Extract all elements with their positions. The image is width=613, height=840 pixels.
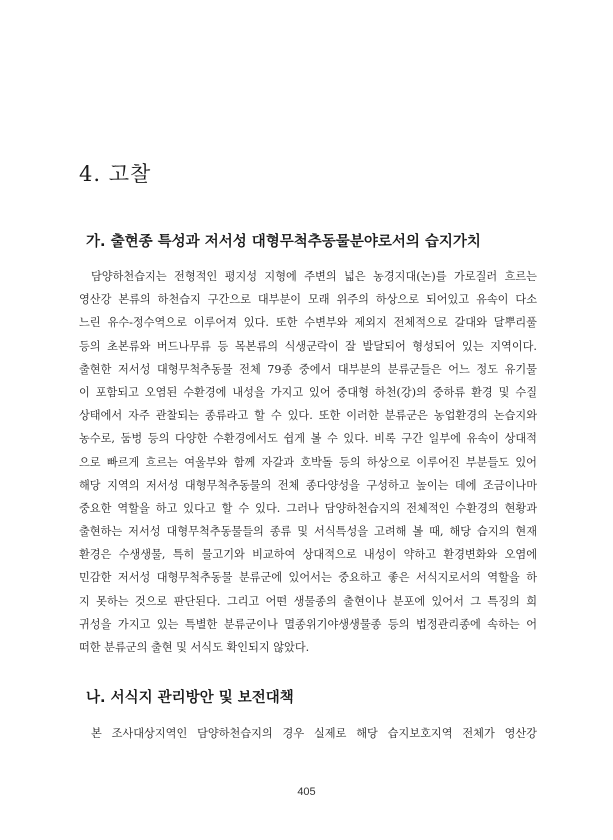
- paragraph-line: 상태에서 자주 관찰되는 종류라고 할 수 있다. 또한 이러한 분류군은 농업환경의 논습지와: [79, 409, 537, 423]
- section-title-ga: 가. 출현종 특성과 저서성 대형무척추동물분야로서의 습지가치: [86, 234, 481, 250]
- paragraph-line: 느린 유수-정수역으로 이루어져 있다. 또한 수변부와 제외지 전체적으로 갈대와 달뿌리풀: [79, 316, 537, 330]
- paragraph-line: 등의 초본류와 버드나무류 등 목본류의 식생군락이 잘 발달되어 형성되어 있는 지역이다.: [79, 339, 537, 353]
- paragraph-line: 민감한 저서성 대형무척추동물 분류군에 있어서는 중요하고 좋은 서식지로서의 역할을 하: [79, 571, 537, 585]
- paragraph-line: 중요한 역할을 하고 있다고 할 수 있다. 그러나 담양하천습지의 전체적인 수환경의 현황과: [79, 501, 537, 515]
- paragraph-line: 농수로, 둠벙 등의 다양한 수환경에서도 쉽게 볼 수 있다. 비록 구간 일부에 유속이 상대적: [79, 432, 537, 446]
- paragraph-line: 영산강 본류의 하천습지 구간으로 대부분이 모래 위주의 하상으로 되어있고 유속이 다소: [79, 293, 537, 307]
- paragraph-line: 출현하는 저서성 대형무척추동물들의 종류 및 서식특성을 고려해 볼 때, 해당 습지의 현재: [79, 525, 537, 539]
- section-title-na: 나. 서식지 관리방안 및 보전대책: [86, 690, 294, 706]
- paragraph-line: 으로 빠르게 흐르는 여울부와 함께 자갈과 호박돌 등의 하상으로 이루어진 부분들도 있어: [79, 455, 537, 469]
- paragraph-line: 담양하천습지는 전형적인 평지성 지형에 주변의 넓은 농경지대(논)를 가로질러 흐르는: [91, 270, 537, 283]
- paragraph-line: 해당 지역의 저서성 대형무척추동물의 전체 종다양성을 구성하고 높이는 데에 조금이나마: [79, 478, 537, 492]
- paragraph-line: 환경은 수생생물, 특히 물고기와 비교하여 상대적으로 내성이 약하고 환경변화와 오염에: [79, 548, 537, 562]
- paragraph-line: 이 포함되고 오염된 수환경에 내성을 가지고 있어 중대형 하천(강)의 중하류 환경 및 수질: [79, 385, 537, 399]
- paragraph-line: 본 조사대상지역인 담양하천습지의 경우 실제로 해당 습지보호지역 전체가 영산강: [91, 727, 537, 740]
- page-number: 405: [297, 786, 316, 798]
- paragraph-line: 귀성을 가지고 있는 특별한 분류군이나 멸종위기야생생물종 등의 법정관리종에 속하는 어: [79, 617, 537, 631]
- paragraph-line: 떠한 분류군의 출현 및 서식도 확인되지 않았다.: [79, 641, 310, 654]
- paragraph-line: 출현한 저서성 대형무척추동물 전체 79종 중에서 대부분의 분류군들은 어느 정도 유기물: [79, 362, 537, 376]
- section-na-paragraph: [79, 722, 537, 745]
- chapter-title: 4. 고찰: [79, 162, 152, 186]
- section-ga-paragraph: [79, 265, 537, 659]
- paragraph-line: 지 못하는 것으로 판단된다. 그리고 어떤 생물종의 출현이나 분포에 있어서 그 특징의 희: [79, 594, 537, 608]
